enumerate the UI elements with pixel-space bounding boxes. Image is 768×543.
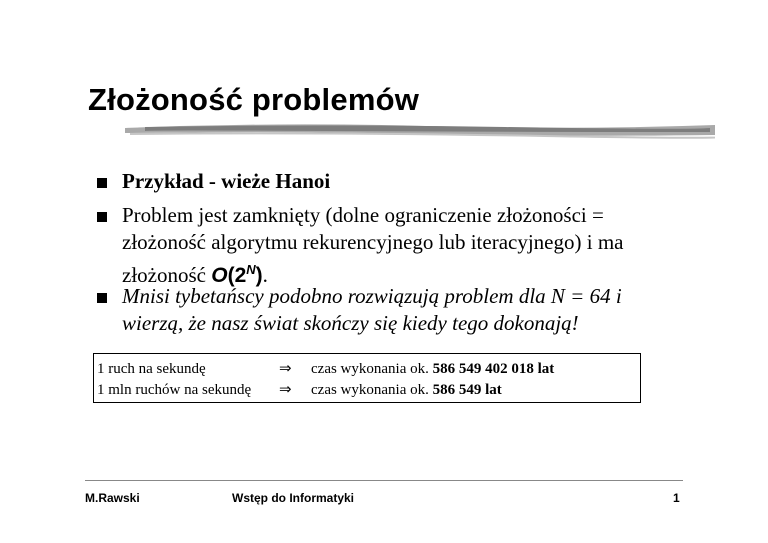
timing-value: 586 549 lat <box>432 382 502 398</box>
timing-box <box>93 353 641 403</box>
bullet-problem-line1: Problem jest zamknięty (dolne ograniczenie złożoności = <box>122 203 604 227</box>
bullet-hanoi <box>122 168 330 195</box>
bullet-monks-line1: Mnisi tybetańscy podobno rozwiązują problem dla N = 64 i <box>122 284 622 308</box>
timing-value: 586 549 402 018 lat <box>432 361 555 377</box>
title-underline-brush <box>125 120 715 142</box>
bullet-marker <box>97 293 107 303</box>
footer-divider <box>85 480 683 481</box>
timing-rate: 1 ruch na sekundę <box>97 361 206 377</box>
footer-author: M.Rawski <box>85 491 140 505</box>
bullet-problem-line3: złożoność $O(2^N)$. <box>122 262 268 287</box>
timing-rate: 1 mln ruchów na sekundę <box>97 382 252 398</box>
bullet-hanoi-text: Przykład - wieże Hanoi <box>122 169 331 193</box>
bullet-problem <box>122 202 624 289</box>
bullet-monks-line2: wierzą, że nasz świat skończy się kiedy tego dokonają! <box>122 311 579 335</box>
bullet-monks <box>122 283 622 337</box>
slide-title: Złożoność problemów <box>88 82 420 117</box>
implies-icon: ⇒ <box>279 361 292 377</box>
timing-row <box>97 359 554 378</box>
footer-course: Wstęp do Informatyki <box>232 491 355 505</box>
implies-icon: ⇒ <box>279 382 292 398</box>
complexity-notation: $O(2^N)$ <box>211 262 263 287</box>
timing-row <box>97 380 502 399</box>
footer-page-number: 1 <box>673 491 680 505</box>
timing-label: czas wykonania ok. <box>311 361 433 377</box>
bullet-marker <box>97 178 107 188</box>
bullet-marker <box>97 212 107 222</box>
timing-label: czas wykonania ok. <box>311 382 433 398</box>
bullet-problem-line2: złożoność algorytmu rekurencyjnego lub iteracyjnego) i ma <box>122 230 624 254</box>
